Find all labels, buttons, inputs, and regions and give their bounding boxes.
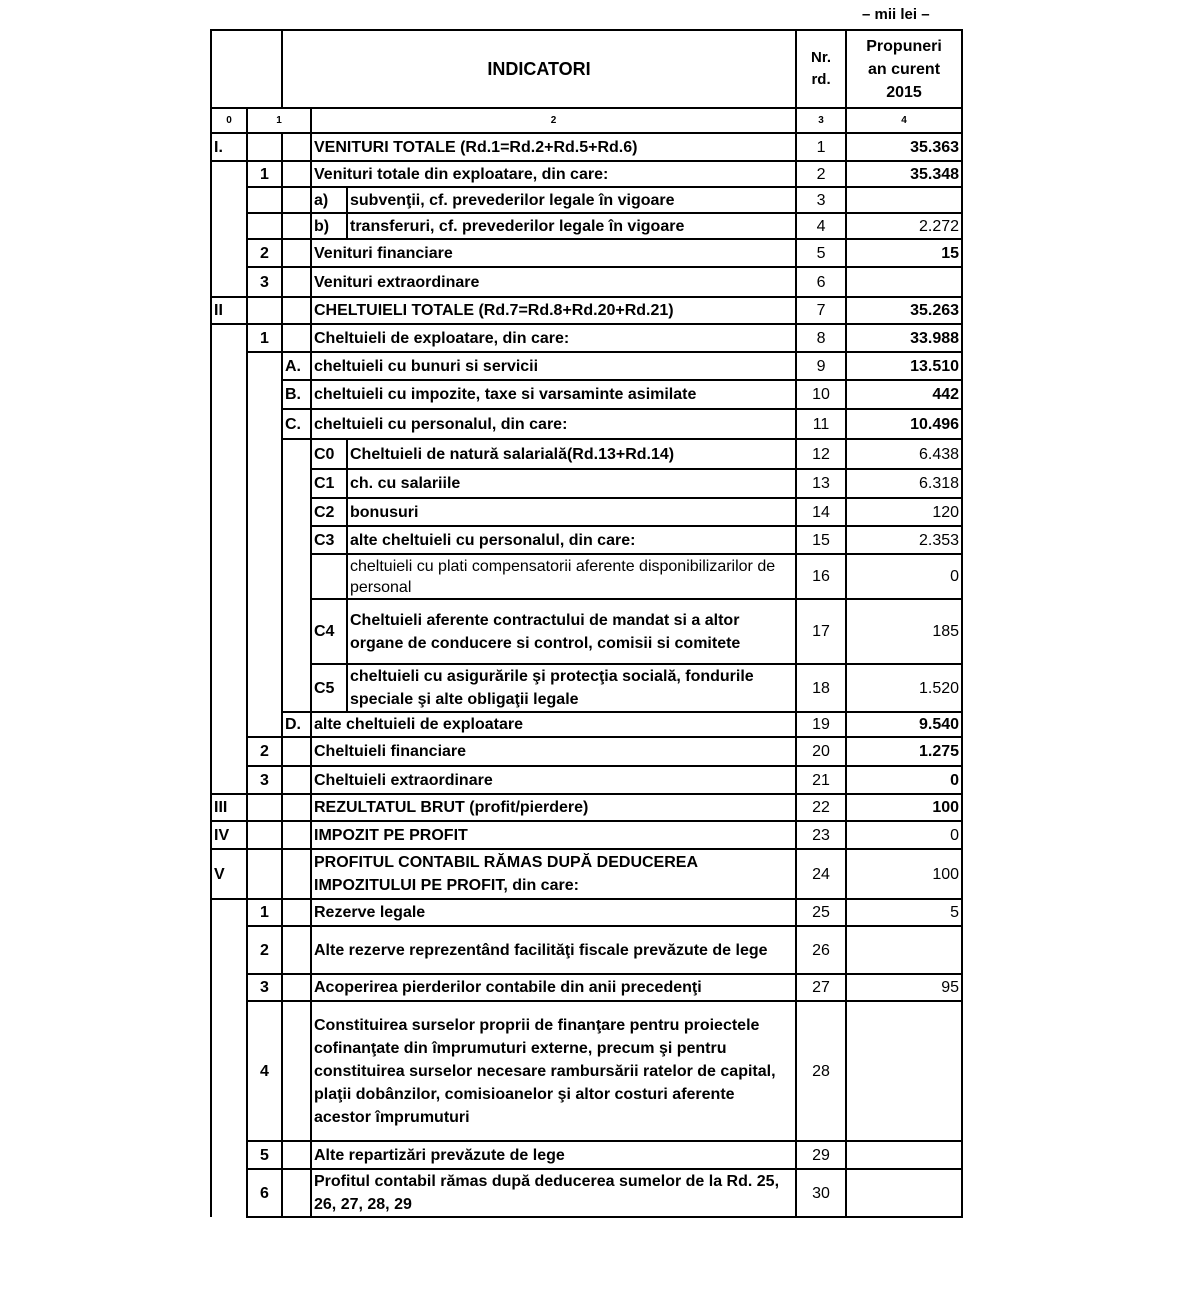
row-number: 17 <box>796 599 846 664</box>
num-cell <box>247 794 282 821</box>
num-cell: 1 <box>247 324 282 352</box>
row-value: 95 <box>846 974 962 1001</box>
row-value: 15 <box>846 239 962 267</box>
indicator-text: Alte rezerve reprezentând facilităţi fiscale prevăzute de lege <box>311 926 796 974</box>
row-number: 29 <box>796 1141 846 1169</box>
row-value: 13.510 <box>846 352 962 380</box>
row-value <box>846 267 962 297</box>
indicator-text: Venituri financiare <box>311 239 796 267</box>
row-value: 0 <box>846 554 962 599</box>
row-number: 3 <box>796 187 846 213</box>
table-row <box>211 712 962 737</box>
letter-cell <box>282 821 311 849</box>
index-cell: 3 <box>796 108 846 133</box>
row-value: 0 <box>846 766 962 794</box>
row-value: 6.318 <box>846 469 962 498</box>
num-cell: 2 <box>247 239 282 267</box>
indicator-text: Venituri extraordinare <box>311 267 796 297</box>
table-row <box>211 352 962 380</box>
num-cell <box>247 352 282 737</box>
table-row <box>211 1169 962 1217</box>
row-value: 35.348 <box>846 161 962 187</box>
indicator-text: transferuri, cf. prevederilor legale în vigoare <box>347 213 796 239</box>
num-cell: 3 <box>247 974 282 1001</box>
row-value: 0 <box>846 821 962 849</box>
row-number: 21 <box>796 766 846 794</box>
table-row <box>211 380 962 409</box>
header-indicatori: INDICATORI <box>282 30 796 108</box>
indicator-text: ch. cu salariile <box>347 469 796 498</box>
table-row <box>211 599 962 664</box>
letter-cell <box>282 794 311 821</box>
table-row <box>211 821 962 849</box>
num-cell: 3 <box>247 267 282 297</box>
row-value: 33.988 <box>846 324 962 352</box>
table-row <box>211 899 962 926</box>
row-value: 35.363 <box>846 133 962 161</box>
letter-cell <box>282 267 311 297</box>
num-cell: 1 <box>247 899 282 926</box>
row-number: 14 <box>796 498 846 526</box>
indicator-text: Cheltuieli de natură salarială(Rd.13+Rd.14) <box>347 439 796 469</box>
num-cell <box>247 849 282 899</box>
indicator-text: alte cheltuieli cu personalul, din care: <box>347 526 796 554</box>
row-number: 1 <box>796 133 846 161</box>
indicator-text: Profitul contabil rămas după deducerea sumelor de la Rd. 25, 26, 27, 28, 29 <box>311 1169 796 1217</box>
num-cell <box>247 133 282 161</box>
index-cell: 4 <box>846 108 962 133</box>
num-cell <box>247 297 282 324</box>
letter-cell <box>282 766 311 794</box>
row-number: 9 <box>796 352 846 380</box>
table-row <box>211 766 962 794</box>
row-number: 2 <box>796 161 846 187</box>
num-cell: 1 <box>247 161 282 187</box>
table-row <box>211 161 962 187</box>
letter-cell <box>282 737 311 766</box>
indicator-text: cheltuieli cu personalul, din care: <box>311 409 796 439</box>
row-value: 185 <box>846 599 962 664</box>
table-row <box>211 187 962 213</box>
roman-cell: IV <box>211 821 247 849</box>
indicator-text: REZULTATUL BRUT (profit/pierdere) <box>311 794 796 821</box>
row-value: 442 <box>846 380 962 409</box>
sub-label <box>311 554 347 599</box>
table-row <box>211 1001 962 1141</box>
table-row <box>211 324 962 352</box>
num-cell <box>247 821 282 849</box>
indicator-text: alte cheltuieli de exploatare <box>311 712 796 737</box>
letter-cell <box>282 213 311 239</box>
letter-cell <box>282 849 311 899</box>
table-row <box>211 926 962 974</box>
row-number: 28 <box>796 1001 846 1141</box>
letter-cell <box>282 899 311 926</box>
table-row <box>211 974 962 1001</box>
indicator-text: Cheltuieli aferente contractului de mandat si a altor organe de conducere si control, comisii si comitete <box>347 599 796 664</box>
row-value: 100 <box>846 849 962 899</box>
indicator-text: cheltuieli cu plati compensatorii aferente disponibilizarilor de personal <box>347 554 796 599</box>
row-value: 6.438 <box>846 439 962 469</box>
row-number: 15 <box>796 526 846 554</box>
num-cell: 5 <box>247 1141 282 1169</box>
indicator-text: PROFITUL CONTABIL RĂMAS DUPĂ DEDUCEREA IMPOZITULUI PE PROFIT, din care: <box>311 849 796 899</box>
table-row <box>211 526 962 554</box>
num-cell: 2 <box>247 737 282 766</box>
index-cell: 2 <box>311 108 796 133</box>
indicator-text: Rezerve legale <box>311 899 796 926</box>
row-value: 2.272 <box>846 213 962 239</box>
row-value <box>846 1141 962 1169</box>
row-number: 6 <box>796 267 846 297</box>
indicator-text: Cheltuieli extraordinare <box>311 766 796 794</box>
roman-cell: V <box>211 849 247 899</box>
table-row <box>211 469 962 498</box>
row-number: 10 <box>796 380 846 409</box>
sub-label: C5 <box>311 664 347 712</box>
index-cell: 0 <box>211 108 247 133</box>
roman-cell <box>211 324 247 794</box>
table-row <box>211 849 962 899</box>
row-number: 4 <box>796 213 846 239</box>
sub-label: C1 <box>311 469 347 498</box>
letter-cell <box>282 1169 311 1217</box>
row-value: 100 <box>846 794 962 821</box>
letter-cell: B. <box>282 380 311 409</box>
sub-label: a) <box>311 187 347 213</box>
row-value: 1.520 <box>846 664 962 712</box>
indicator-text: CHELTUIELI TOTALE (Rd.7=Rd.8+Rd.20+Rd.21) <box>311 297 796 324</box>
row-number: 23 <box>796 821 846 849</box>
row-number: 11 <box>796 409 846 439</box>
row-number: 20 <box>796 737 846 766</box>
indicator-text: cheltuieli cu impozite, taxe si varsaminte asimilate <box>311 380 796 409</box>
row-number: 25 <box>796 899 846 926</box>
sub-label: b) <box>311 213 347 239</box>
roman-cell <box>211 899 247 1217</box>
row-number: 27 <box>796 974 846 1001</box>
indicator-text: cheltuieli cu asigurările şi protecţia socială, fondurile speciale şi alte obligaţii legale <box>347 664 796 712</box>
row-number: 19 <box>796 712 846 737</box>
row-value: 1.275 <box>846 737 962 766</box>
unit-label: – mii lei – <box>862 6 930 23</box>
num-cell <box>247 187 282 213</box>
letter-cell <box>282 161 311 187</box>
letter-cell <box>282 324 311 352</box>
letter-cell: A. <box>282 352 311 380</box>
letter-cell: D. <box>282 712 311 737</box>
num-cell: 4 <box>247 1001 282 1141</box>
header-propuneri: Propuneri an curent 2015 <box>846 30 962 108</box>
table-row <box>211 239 962 267</box>
num-cell: 3 <box>247 766 282 794</box>
indicator-text: VENITURI TOTALE (Rd.1=Rd.2+Rd.5+Rd.6) <box>311 133 796 161</box>
indicator-text: Constituirea surselor proprii de finanţare pentru proiectele cofinanţate din împrumuturi externe, precum şi pentru constituirea surselor necesare rambursării ratelor de capital, plaţii dobânzilor, comisioanelor şi altor costuri aferente acestor împrumuturi <box>311 1001 796 1141</box>
indicator-text: cheltuieli cu bunuri si servicii <box>311 352 796 380</box>
row-number: 16 <box>796 554 846 599</box>
row-number: 13 <box>796 469 846 498</box>
indicator-text: Alte repartizări prevăzute de lege <box>311 1141 796 1169</box>
row-number: 18 <box>796 664 846 712</box>
num-cell <box>247 213 282 239</box>
row-number: 30 <box>796 1169 846 1217</box>
letter-cell <box>282 297 311 324</box>
sub-label: C2 <box>311 498 347 526</box>
letter-cell <box>282 1141 311 1169</box>
row-number: 7 <box>796 297 846 324</box>
indicator-text: Venituri totale din exploatare, din care: <box>311 161 796 187</box>
indicator-text: subvenţii, cf. prevederilor legale în vigoare <box>347 187 796 213</box>
row-number: 26 <box>796 926 846 974</box>
row-number: 5 <box>796 239 846 267</box>
index-cell: 1 <box>247 108 311 133</box>
indicator-text: Cheltuieli de exploatare, din care: <box>311 324 796 352</box>
table-row <box>211 213 962 239</box>
table-row <box>211 1141 962 1169</box>
table-row <box>211 498 962 526</box>
table-row <box>211 439 962 469</box>
indicator-text: bonusuri <box>347 498 796 526</box>
row-value: 9.540 <box>846 712 962 737</box>
letter-cell <box>282 239 311 267</box>
row-value: 5 <box>846 899 962 926</box>
budget-table <box>210 29 963 1218</box>
row-value <box>846 1169 962 1217</box>
roman-cell <box>211 161 247 297</box>
header-nr: Nr. rd. <box>796 30 846 108</box>
indicator-text: Cheltuieli financiare <box>311 737 796 766</box>
row-value: 2.353 <box>846 526 962 554</box>
row-number: 24 <box>796 849 846 899</box>
row-value: 35.263 <box>846 297 962 324</box>
indicator-text: Acoperirea pierderilor contabile din anii precedenţi <box>311 974 796 1001</box>
letter-cell <box>282 439 311 712</box>
letter-cell <box>282 187 311 213</box>
sub-label: C4 <box>311 599 347 664</box>
table-row <box>211 133 962 161</box>
num-cell: 2 <box>247 926 282 974</box>
sub-label: C3 <box>311 526 347 554</box>
row-value <box>846 1001 962 1141</box>
row-value <box>846 187 962 213</box>
table-row <box>211 267 962 297</box>
table-row <box>211 794 962 821</box>
row-number: 12 <box>796 439 846 469</box>
roman-cell: I. <box>211 133 247 161</box>
header-row <box>211 30 962 108</box>
letter-cell <box>282 133 311 161</box>
table-row <box>211 737 962 766</box>
table-row <box>211 297 962 324</box>
header-blank <box>211 30 282 108</box>
letter-cell: C. <box>282 409 311 439</box>
table-row <box>211 409 962 439</box>
letter-cell <box>282 974 311 1001</box>
row-number: 22 <box>796 794 846 821</box>
letter-cell <box>282 1001 311 1141</box>
table-row <box>211 664 962 712</box>
letter-cell <box>282 926 311 974</box>
row-value <box>846 926 962 974</box>
num-cell: 6 <box>247 1169 282 1217</box>
row-value: 10.496 <box>846 409 962 439</box>
table-row <box>211 554 962 599</box>
row-number: 8 <box>796 324 846 352</box>
index-row <box>211 108 962 133</box>
row-value: 120 <box>846 498 962 526</box>
indicator-text: IMPOZIT PE PROFIT <box>311 821 796 849</box>
sub-label: C0 <box>311 439 347 469</box>
roman-cell: II <box>211 297 247 324</box>
roman-cell: III <box>211 794 247 821</box>
